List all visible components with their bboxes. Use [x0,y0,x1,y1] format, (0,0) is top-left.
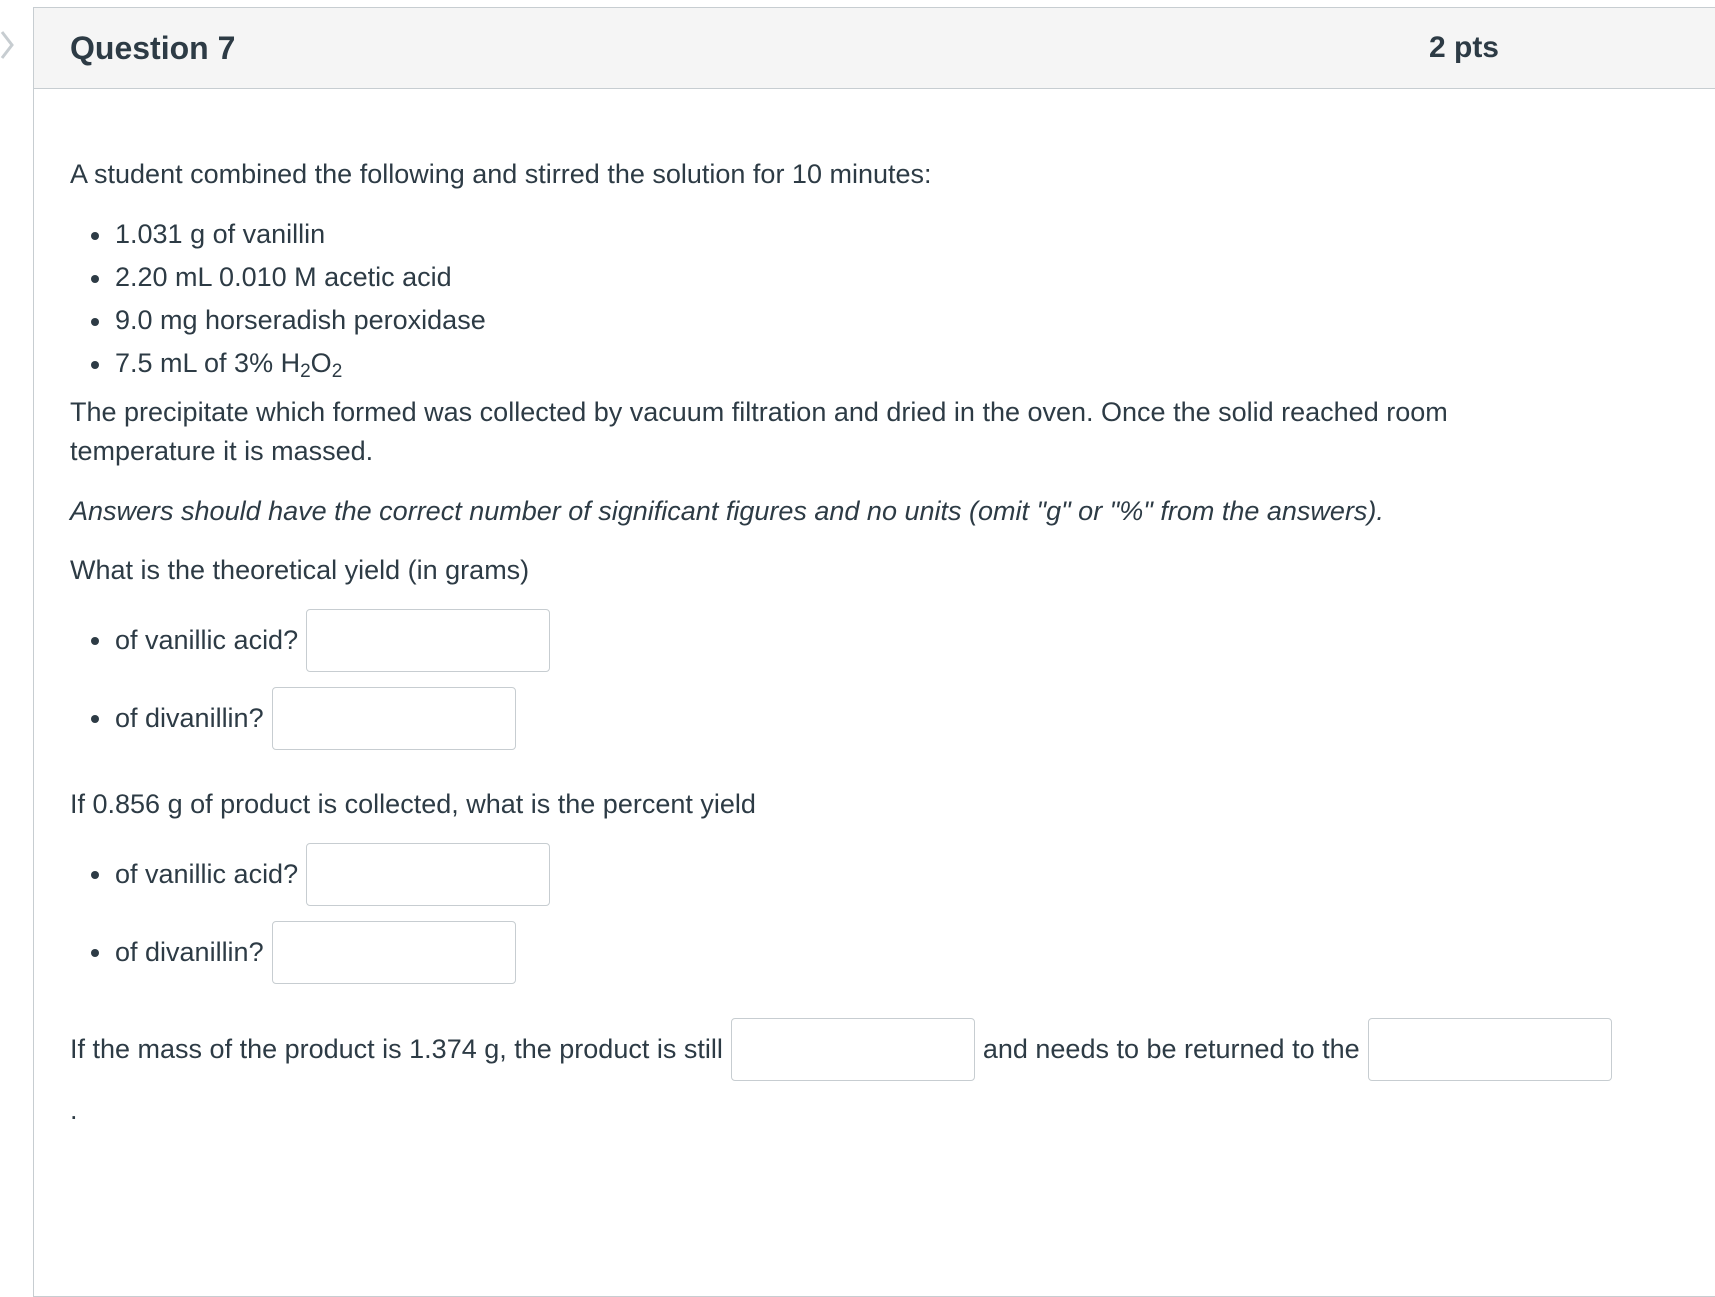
final-question-row [70,1018,1620,1081]
instructions-text: Answers should have the correct number of significant figures and no units (omit "g" or "%" from the answers). [70,496,1384,526]
bullet [91,871,99,879]
trailing-period: . [70,1095,78,1125]
reagent-item-peroxide: 7.5 mL of 3% $H_2O_2$ [115,342,486,385]
percent-vanillic-row [115,843,550,906]
reagent-item: 1.031 g of vanillin [115,213,486,256]
bullet [91,715,99,723]
bullet [91,637,99,645]
percent-divanillin-input[interactable] [272,921,516,984]
theoretical-vanillic-row [115,609,550,672]
bullet [91,949,99,957]
theoretical-vanillic-label: of vanillic acid? [115,625,299,655]
question-header [34,8,1715,89]
procedure-text-line1: The precipitate which formed was collected by vacuum filtration and dried in the oven. Once the solid reached room [70,397,1448,427]
reagent-item: 9.0 mg horseradish peroxidase [115,299,486,342]
question-card [33,7,1715,1297]
final-blank1-input[interactable] [731,1018,975,1081]
intro-text: A student combined the following and stirred the solution for 10 minutes: [70,159,932,189]
final-text-part2: and needs to be returned to the [982,1034,1360,1064]
percent-divanillin-row [115,921,516,984]
percent-prompt: If 0.856 g of product is collected, what is the percent yield [70,789,756,819]
theoretical-prompt: What is the theoretical yield (in grams) [70,555,530,585]
question-flag-icon[interactable] [0,30,16,60]
question-title: Question 7 [70,29,236,66]
final-blank2-input[interactable] [1368,1018,1612,1081]
percent-vanillic-input[interactable] [306,843,550,906]
theoretical-divanillin-row [115,687,516,750]
theoretical-divanillin-label: of divanillin? [115,703,264,733]
percent-divanillin-label: of divanillin? [115,937,264,967]
theoretical-vanillic-input[interactable] [306,609,550,672]
final-text-part1: If the mass of the product is 1.374 g, the product is still [70,1034,723,1064]
theoretical-divanillin-input[interactable] [272,687,516,750]
reagent-item: 2.20 mL 0.010 M acetic acid [115,256,486,299]
percent-vanillic-label: of vanillic acid? [115,859,299,889]
question-points: 2 pts [1428,31,1499,64]
reagent-list [115,213,486,385]
procedure-text-line2: temperature it is massed. [70,436,374,466]
